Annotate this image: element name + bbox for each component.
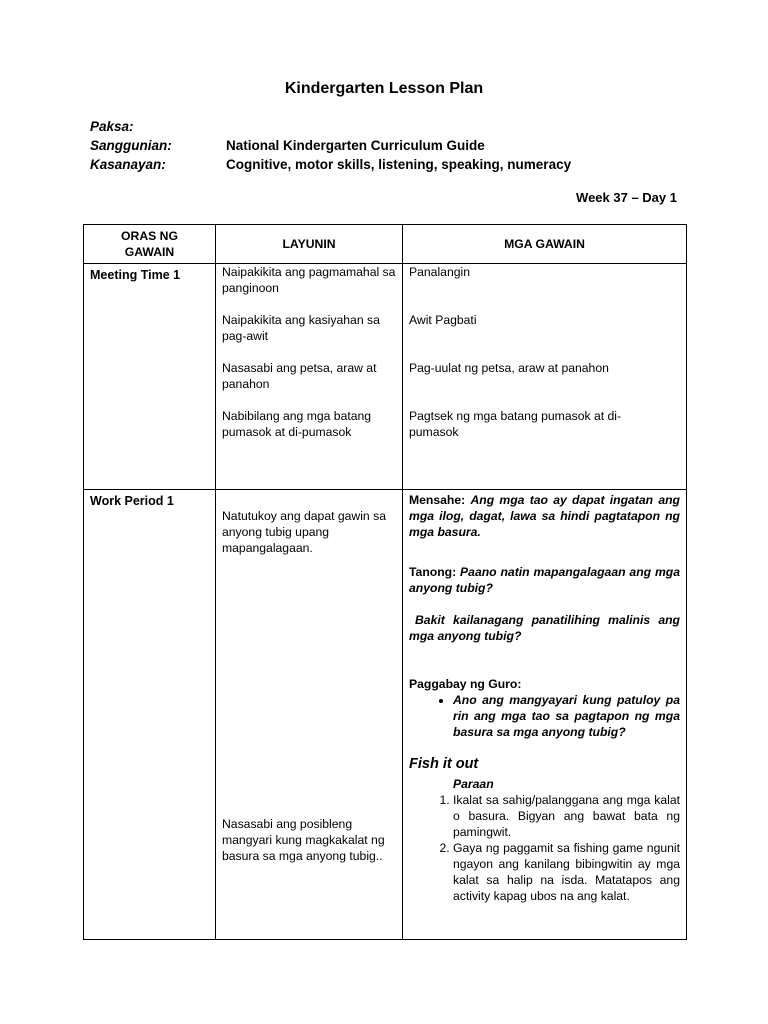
tanong-block [409, 564, 680, 596]
objective-item: Naipakikita ang kasiyahan sa pag-awit [222, 313, 380, 343]
document-title: Kindergarten Lesson Plan [284, 80, 484, 97]
kasanayan-row [90, 155, 571, 174]
steps-list [409, 792, 680, 904]
objective-item: Natutukoy ang dapat gawin sa anyong tubig upang mapangalagaan. [222, 509, 386, 555]
meeting-activities-cell [403, 264, 687, 490]
activity-item: Awit Pagbati [409, 313, 477, 327]
meeting-time-cell: Meeting Time 1 [84, 264, 216, 490]
header-oras-ng-gawain: ORAS NG GAWAIN [84, 225, 216, 264]
list-item: 1. Ikalat sa sahig/palanggana ang mga kalat o basura. Bigyan ang bawat bata ng pamingwit. [453, 792, 680, 840]
week-day-label: Week 37 – Day 1 [576, 190, 677, 205]
paraan-label: Paraan [453, 777, 494, 791]
sanggunian-label: Sanggunian: [90, 138, 172, 153]
paksa-row [90, 117, 571, 136]
mensahe-text: Ang mga tao ay dapat ingatan ang mga ilog, dagat, lawa sa hindi pagtatapon ng mga basura. [409, 493, 680, 539]
paggabay-list [409, 692, 680, 740]
table-row [84, 490, 687, 940]
list-item: 2. Gaya ng paggamit sa fishing game ngunit ngayon ang kanilang bibingwitin ay mga kalat sa halip na isda. Matatapos ang activity kapag ubos na ang kalat. [453, 840, 680, 904]
work-objectives-cell [216, 490, 403, 940]
header-layunin: LAYUNIN [216, 225, 403, 264]
lesson-plan-table [83, 224, 687, 940]
work-activities-cell [403, 490, 687, 940]
list-item: • Ano ang mangyayari kung patuloy pa rin ang mga tao sa pagtapon ng mga basura sa mga anyong tubig? [453, 692, 680, 740]
lesson-meta [90, 117, 571, 174]
objective-item: Naipakikita ang pagmamahal sa panginoon [222, 265, 396, 295]
tanong-second: Bakit kailanagang panatilihing malinis ang mga anyong tubig? [409, 613, 680, 643]
objective-item: Nasasabi ang petsa, araw at panahon [222, 361, 377, 391]
activity-item: Pag-uulat ng petsa, araw at panahon [409, 361, 609, 375]
objective-item: Nabibilang ang mga batang pumasok at di-pumasok [222, 409, 372, 439]
table-header-row [84, 225, 687, 264]
table-row [84, 264, 687, 490]
mensahe-label: Mensahe: [409, 493, 466, 507]
tanong-text: Paano natin mapangalagaan ang mga anyong tubig? [409, 565, 681, 595]
paggabay-label: Paggabay ng Guro: [409, 677, 522, 691]
paksa-label: Paksa: [90, 119, 134, 134]
sanggunian-value: National Kindergarten Curriculum Guide [226, 138, 485, 153]
activity-item: Panalangin [409, 265, 470, 279]
activity-item: Pagtsek ng mga batang pumasok at di-pumasok [409, 409, 622, 439]
tanong-label: Tanong: [409, 565, 457, 579]
game-title: Fish it out [409, 756, 479, 772]
kasanayan-value: Cognitive, motor skills, listening, speaking, numeracy [226, 157, 572, 172]
meeting-objectives-cell [216, 264, 403, 490]
header-mga-gawain: MGA GAWAIN [403, 225, 687, 264]
sanggunian-row [90, 136, 571, 155]
work-period-cell: Work Period 1 [84, 490, 216, 940]
mensahe-block [409, 492, 680, 540]
objective-item: Nasasabi ang posibleng mangyari kung magkakalat ng basura sa mga anyong tubig.. [222, 817, 385, 863]
kasanayan-label: Kasanayan: [90, 157, 166, 172]
